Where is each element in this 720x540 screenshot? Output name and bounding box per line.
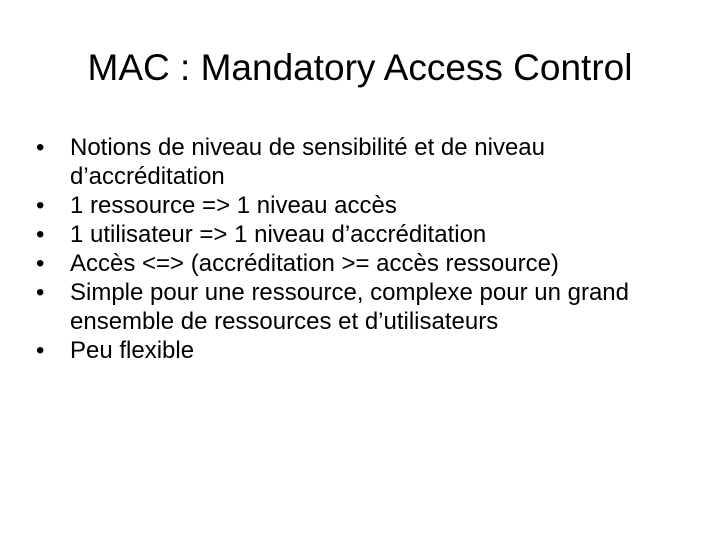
bullet-icon: •: [36, 337, 45, 364]
bullet-icon: •: [36, 192, 45, 219]
bullet-list: [36, 133, 696, 365]
bullet-text: 1 ressource => 1 niveau accès: [70, 192, 397, 219]
bullet-item-6: [36, 336, 696, 365]
slide-title: MAC : Mandatory Access Control: [87, 47, 633, 88]
bullet-icon: •: [36, 279, 45, 306]
bullet-item-1: [36, 133, 696, 191]
bullet-item-4: [36, 249, 696, 278]
bullet-icon: •: [36, 221, 45, 248]
bullet-text: Accès <=> (accréditation >= accès ressource): [70, 250, 559, 277]
bullet-item-2: [36, 191, 696, 220]
bullet-icon: •: [36, 250, 45, 277]
bullet-text: 1 utilisateur => 1 niveau d’accréditation: [70, 221, 487, 248]
bullet-text: Simple pour une ressource, complexe pour un grand ensemble de ressources et d’utilisateurs: [70, 279, 629, 335]
bullet-item-5: [36, 278, 696, 336]
bullet-text: Notions de niveau de sensibilité et de niveau d’accréditation: [70, 134, 545, 190]
bullet-text: Peu flexible: [70, 337, 195, 364]
bullet-icon: •: [36, 134, 45, 161]
bullet-item-3: [36, 220, 696, 249]
